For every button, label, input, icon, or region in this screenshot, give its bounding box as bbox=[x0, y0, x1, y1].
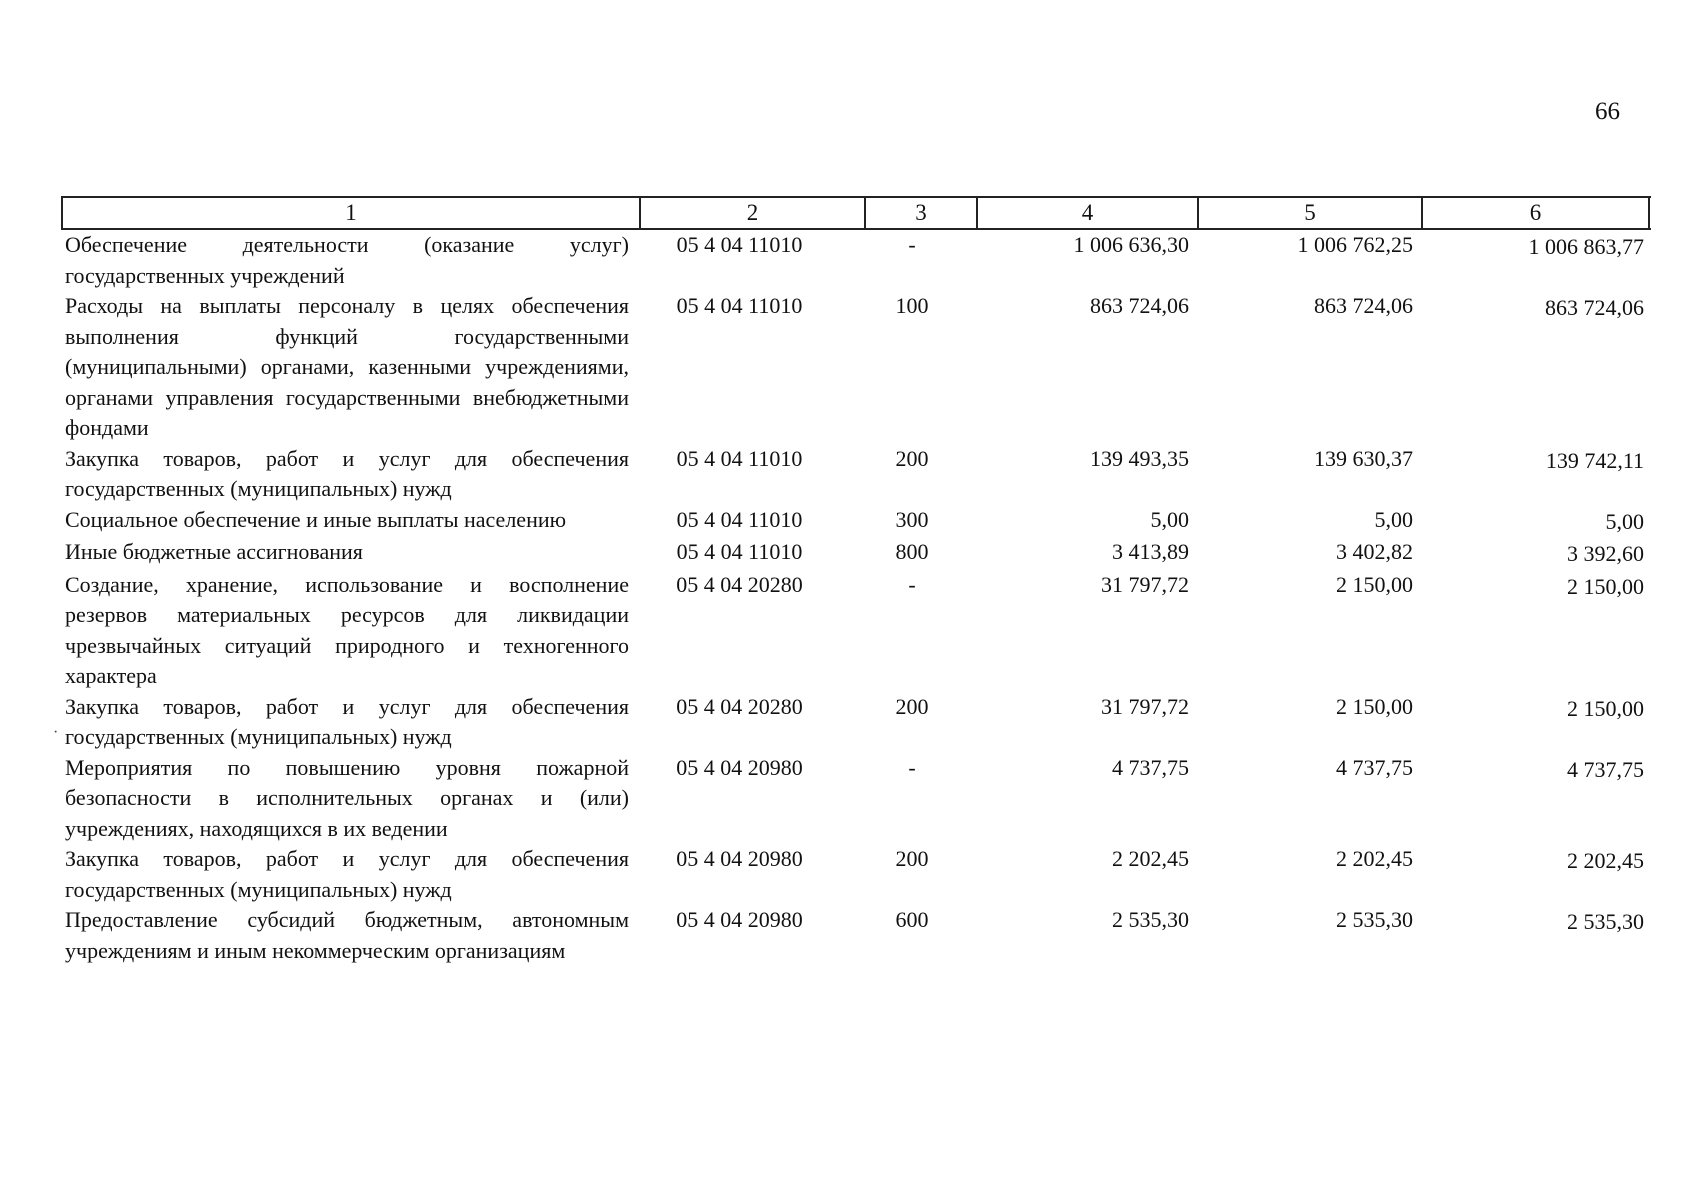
row-target-article: 05 4 04 20980 bbox=[676, 754, 803, 780]
row-target-article: 05 4 04 20280 bbox=[676, 693, 803, 719]
row-expense-type: 200 bbox=[895, 693, 929, 719]
table-row bbox=[61, 230, 1651, 291]
row-target-article: 05 4 04 20280 bbox=[676, 571, 803, 597]
table-row bbox=[61, 905, 1651, 966]
row-expense-type: 100 bbox=[895, 293, 929, 318]
row-amount-col6: 4 737,75 bbox=[1567, 756, 1644, 782]
row-amount-col6: 139 742,11 bbox=[1545, 447, 1644, 473]
column-header-6: 6 bbox=[1423, 198, 1650, 228]
row-amount-col5: 5,00 bbox=[1374, 506, 1413, 532]
row-amount-col5: 2 202,45 bbox=[1336, 846, 1413, 871]
row-expense-type: 200 bbox=[895, 846, 929, 871]
row-target-article: 05 4 04 20980 bbox=[676, 846, 803, 871]
row-name: Закупка товаров, работ и услуг для обеспечения государственных (муниципальных) нужд bbox=[65, 693, 629, 749]
row-amount-col5: 2 150,00 bbox=[1336, 571, 1413, 597]
row-expense-type: 800 bbox=[895, 539, 929, 564]
row-amount-col5: 139 630,37 bbox=[1314, 445, 1413, 471]
row-amount-col5: 2 535,30 bbox=[1336, 907, 1413, 932]
page-number: 66 bbox=[1595, 98, 1620, 125]
row-name: Закупка товаров, работ и услуг для обеспечения государственных (муниципальных) нужд bbox=[65, 846, 629, 902]
table-row bbox=[61, 444, 1651, 505]
budget-table bbox=[61, 196, 1651, 966]
row-amount-col5: 4 737,75 bbox=[1336, 754, 1413, 780]
row-amount-col6: 1 006 863,77 bbox=[1528, 234, 1644, 259]
row-expense-type: - bbox=[908, 232, 916, 257]
row-target-article: 05 4 04 11010 bbox=[676, 445, 803, 471]
column-header-5: 5 bbox=[1199, 198, 1423, 228]
row-amount-col4: 31 797,72 bbox=[1101, 571, 1189, 597]
row-name: Социальное обеспечение и иные выплаты населению bbox=[65, 506, 567, 532]
row-amount-col4: 31 797,72 bbox=[1101, 693, 1189, 719]
row-amount-col4: 3 413,89 bbox=[1112, 539, 1189, 564]
table-row bbox=[61, 753, 1651, 845]
table-header-row bbox=[61, 196, 1651, 230]
row-amount-col5: 1 006 762,25 bbox=[1297, 232, 1413, 257]
table-row bbox=[61, 537, 1651, 570]
row-amount-col6: 2 150,00 bbox=[1567, 573, 1644, 599]
row-amount-col4: 2 202,45 bbox=[1112, 846, 1189, 871]
row-amount-col4: 139 493,35 bbox=[1090, 445, 1189, 471]
row-amount-col4: 863 724,06 bbox=[1090, 293, 1189, 318]
row-target-article: 05 4 04 11010 bbox=[676, 506, 803, 532]
row-amount-col6: 863 724,06 bbox=[1545, 295, 1644, 320]
row-name: Иные бюджетные ассигнования bbox=[65, 539, 363, 564]
row-target-article: 05 4 04 11010 bbox=[676, 539, 803, 564]
column-header-1: 1 bbox=[63, 198, 641, 228]
row-amount-col6: 5,00 bbox=[1605, 508, 1644, 534]
row-expense-type: - bbox=[908, 571, 916, 597]
row-name: Предоставление субсидий бюджетным, автономным учреждениям и иным некоммерческим организациям bbox=[65, 907, 629, 963]
table-row bbox=[61, 291, 1651, 444]
row-amount-col6: 2 202,45 bbox=[1567, 848, 1644, 873]
row-name: Обеспечение деятельности (оказание услуг) государственных учреждений bbox=[65, 232, 629, 288]
column-header-3: 3 bbox=[866, 198, 978, 228]
row-amount-col5: 2 150,00 bbox=[1336, 693, 1413, 719]
row-target-article: 05 4 04 20980 bbox=[676, 907, 803, 932]
row-name: Создание, хранение, использование и восполнение резервов материальных ресурсов для ликвидации чрезвычайных ситуаций природного и техногенного характера bbox=[65, 571, 629, 688]
row-amount-col4: 2 535,30 bbox=[1112, 907, 1189, 932]
row-amount-col6: 3 392,60 bbox=[1567, 541, 1644, 566]
row-amount-col4: 5,00 bbox=[1150, 506, 1189, 532]
row-expense-type: 600 bbox=[895, 907, 929, 932]
row-expense-type: 300 bbox=[895, 506, 929, 532]
row-amount-col6: 2 150,00 bbox=[1567, 695, 1644, 721]
table-row bbox=[61, 844, 1651, 905]
column-header-2: 2 bbox=[641, 198, 866, 228]
row-name: Закупка товаров, работ и услуг для обеспечения государственных (муниципальных) нужд bbox=[65, 445, 629, 501]
table-row bbox=[61, 505, 1651, 538]
row-amount-col4: 1 006 636,30 bbox=[1073, 232, 1189, 257]
row-name: Мероприятия по повышению уровня пожарной безопасности в исполнительных органах и (или) учреждениях, находящихся в их ведении bbox=[65, 754, 629, 841]
row-expense-type: - bbox=[908, 754, 916, 780]
row-amount-col4: 4 737,75 bbox=[1112, 754, 1189, 780]
row-amount-col5: 3 402,82 bbox=[1336, 539, 1413, 564]
row-amount-col5: 863 724,06 bbox=[1314, 293, 1413, 318]
column-header-4: 4 bbox=[978, 198, 1199, 228]
table-row bbox=[61, 570, 1651, 692]
row-amount-col6: 2 535,30 bbox=[1567, 909, 1644, 934]
table-row bbox=[61, 692, 1651, 753]
row-expense-type: 200 bbox=[895, 445, 929, 471]
row-target-article: 05 4 04 11010 bbox=[676, 293, 803, 318]
row-name: Расходы на выплаты персоналу в целях обеспечения выполнения функций государственными (муниципальными) органами, казенными учреждениями, органами управления государственными внебюджетными фондами bbox=[65, 293, 629, 440]
scan-speck: · bbox=[53, 724, 59, 741]
row-target-article: 05 4 04 11010 bbox=[676, 232, 803, 257]
